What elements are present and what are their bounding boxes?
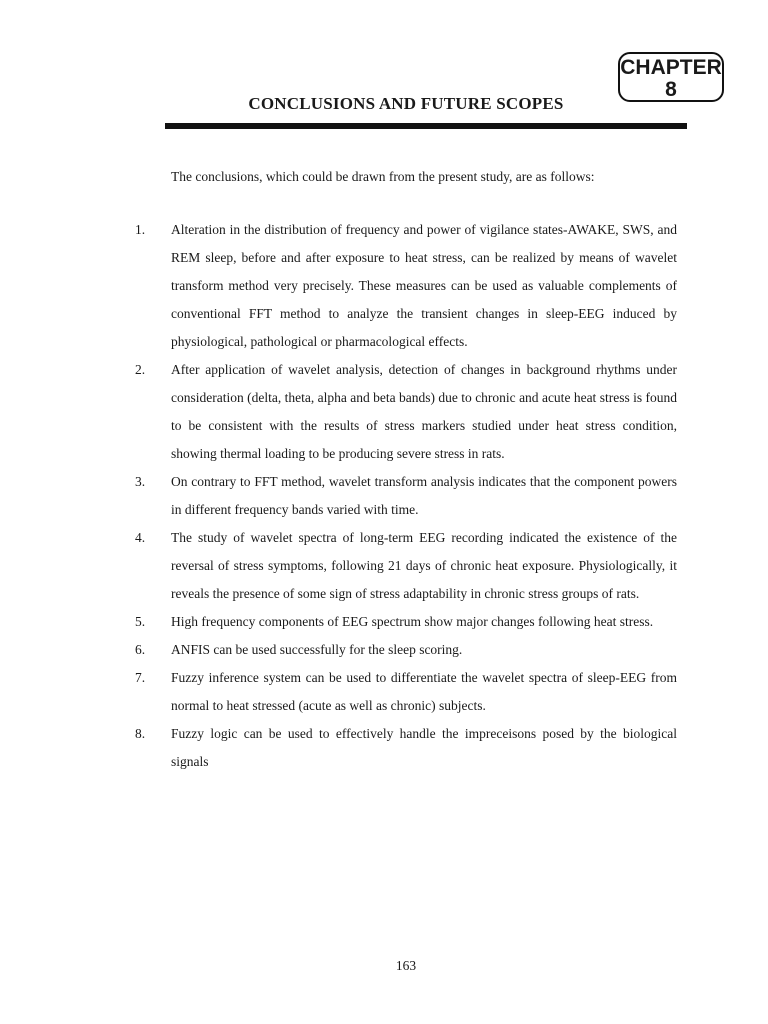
- title-underline-rule: [165, 123, 687, 129]
- list-item-number: 5.: [135, 614, 146, 629]
- list-item-text: ANFIS can be used successfully for the sleep scoring.: [171, 642, 463, 657]
- list-item-text: On contrary to FFT method, wavelet transform analysis indicates that the component powers in different frequency bands varied with time.: [171, 474, 677, 517]
- list-item-text: The study of wavelet spectra of long-term EEG recording indicated the existence of the reversal of stress symptoms, following 21 days of chronic heat exposure. Physiologically, it reveals the presence of some sign of stress adaptability in chronic stress groups of rats.: [171, 530, 677, 601]
- list-item-number: 7.: [135, 670, 146, 685]
- list-item: [135, 216, 677, 356]
- list-item-text: Fuzzy logic can be used to effectively handle the impreceisons posed by the biological signals: [171, 726, 677, 769]
- intro-paragraph: The conclusions, which could be drawn from the present study, are as follows:: [171, 169, 595, 184]
- list-item: [135, 356, 677, 468]
- list-item: [135, 524, 677, 608]
- list-item-number: 1.: [135, 222, 146, 237]
- list-item-number: 8.: [135, 726, 146, 741]
- list-item-text: Fuzzy inference system can be used to differentiate the wavelet spectra of sleep-EEG from normal to heat stressed (acute as well as chronic) subjects.: [171, 670, 677, 713]
- list-item: [135, 720, 677, 776]
- conclusions-list: [135, 216, 677, 776]
- list-item-text: Alteration in the distribution of frequency and power of vigilance states-AWAKE, SWS, and REM sleep, before and after exposure to heat stress, can be realized by means of wavelet transform method very precisely. These measures can be used as valuable complements of conventional FFT method to analyze the transient changes in sleep-EEG induced by physiological, pathological or pharmacological effects.: [171, 222, 677, 349]
- page-number: 163: [395, 958, 417, 973]
- list-item-number: 3.: [135, 474, 146, 489]
- list-item: [135, 636, 677, 664]
- list-item-text: High frequency components of EEG spectrum show major changes following heat stress.: [171, 614, 654, 629]
- list-item: [135, 468, 677, 524]
- list-item-number: 4.: [135, 530, 146, 545]
- page-title: CONCLUSIONS AND FUTURE SCOPES: [248, 94, 564, 113]
- list-item-number: 6.: [135, 642, 146, 657]
- list-item: [135, 664, 677, 720]
- list-item-number: 2.: [135, 362, 146, 377]
- list-item: [135, 608, 677, 636]
- chapter-badge-label: CHAPTER: [620, 56, 722, 79]
- chapter-badge-number: 8: [665, 78, 677, 101]
- list-item-text: After application of wavelet analysis, detection of changes in background rhythms under consideration (delta, theta, alpha and beta bands) due to chronic and acute heat stress is found to be consistent with the results of stress markers studied under heat stress condition, showing thermal loading to be producing severe stress in rats.: [171, 362, 677, 461]
